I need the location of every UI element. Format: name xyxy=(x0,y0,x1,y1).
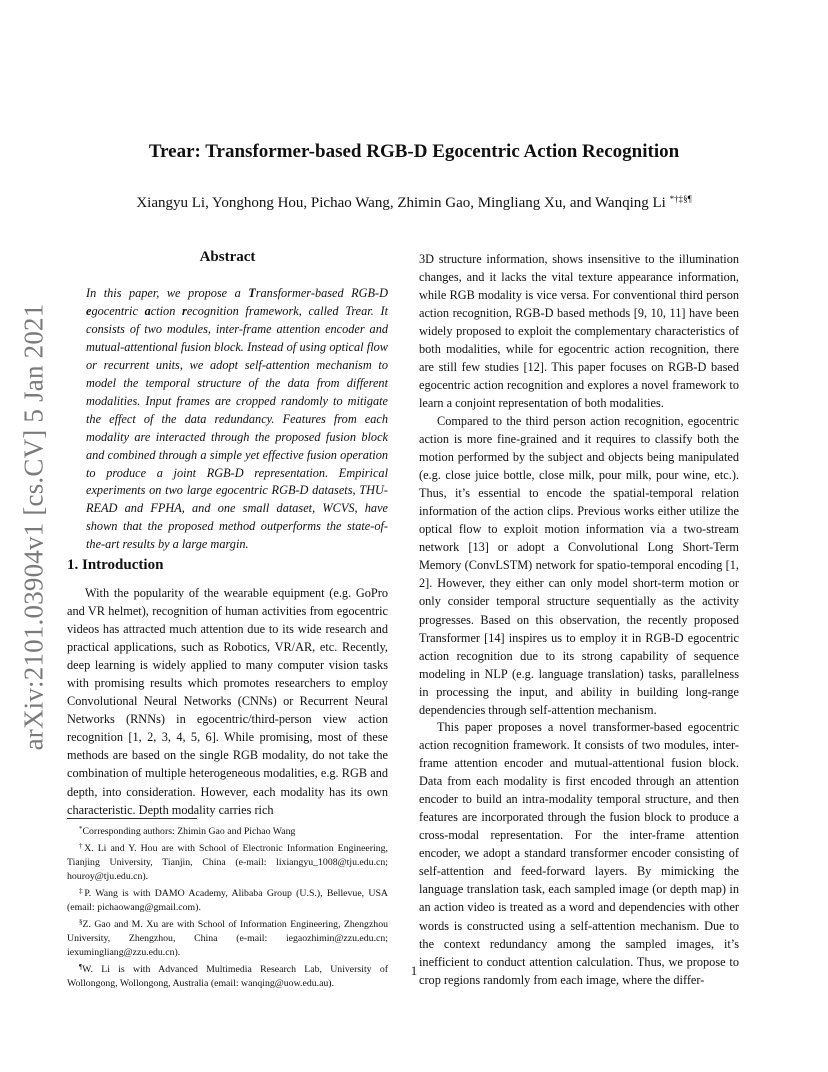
footnote-wang: ‡P. Wang is with DAMO Academy, Alibaba Group (U.S.), Bellevue, USA (email: pichaowang@gmail.com). xyxy=(67,887,389,913)
arxiv-identifier: arXiv:2101.03904v1 [cs.CV] 5 Jan 2021 xyxy=(18,303,49,751)
footnote-divider xyxy=(67,818,197,819)
introduction-paragraph-1: With the popularity of the wearable equipment (e.g. GoPro and VR helmet), recognition of human activities from egocentric videos has attracted much attention due to its wide research and practical applications, such as Robotics, VR/AR, etc. Recently, deep learning is widely applied to many computer vision tasks with promising results which promotes researchers to employ Convolutional Neural Networks (CNNs) or Recurrent Neural Networks (RNNs) in egocentric/third-person view action recognition [1, 2, 3, 4, 5, 6]. While promising, most of these methods are based on the single RGB modality, do not take the combination of multiple heterogeneous modalities, e.g. RGB and depth, into consideration. However, each modality has its own characteristic. Depth modality carries rich xyxy=(67,586,388,817)
arxiv-side-stamp xyxy=(16,292,52,762)
author-affiliation-marks: *†‡§¶ xyxy=(669,194,692,204)
right-column-paragraph-2: Compared to the third person action recognition, egocentric action is more fine-grained and it requires to classify both the motion performed by the subject and objects being manipulated (e.g. close juice bottle, close milk, pour milk, pour wine, etc.). Thus, it’s essential to encode the spatial-temporal relation information of the action clips. Previous works either utilize the optical flow to exploit motion information via a two-stream network [13] or adopt a Convolutional Long Short-Term Memory (ConvLSTM) network for spatio-temporal encoding [1, 2]. However, they either can only model short-term motion or only consider temporal structure sequentially as the activity progresses. Based on this observation, the recently proposed Transformer [14] inspires us to employ it in RGB-D egocentric action recognition due to its strong capability of sequence modeling in NLP (e.g. language translation) tasks, parallelness in processing the input, and ability in building long-range dependencies through self-attention mechanism. xyxy=(419,414,739,717)
paper-title: Trear: Transformer-based RGB-D Egocentric Action Recognition xyxy=(148,141,680,162)
abstract-heading: Abstract xyxy=(199,249,256,265)
footnote-li-hou: †X. Li and Y. Hou are with School of Electronic Information Engineering, Tianjing University, Tianjin, China (e-mail: lixiangyu_1008@tju.edu.cn; houroy@tju.edu.cn). xyxy=(67,842,388,882)
section-heading-introduction: 1. Introduction xyxy=(67,557,164,573)
abstract-text: In this paper, we propose a Transformer-based RGB-D egocentric action recognition framework, called Trear. It consists of two modules, inter-frame attention encoder and mutual-attentional fusion block. Instead of using optical flow or recurrent units, we adopt self-attention mechanism to model the temporal structure of the data from different modalities. Input frames are cropped randomly to mitigate the effect of the data redundancy. Features from each modality are interacted through the proposed fusion block and combined through a simple yet effective fusion operation to produce a joint RGB-D representation. Empirical experiments on two large egocentric RGB-D datasets, THU-READ and FPHA, and one small dataset, WCVS, have shown that the proposed method outperforms the state-of-the-art results by a large margin. xyxy=(86,286,388,552)
right-column-paragraph-3: This paper proposes a novel transformer-based egocentric action recognition framework. It consists of two modules, inter-frame attention encoder and mutual-attentional fusion block. Data from each modality is first encoded through an attention encoder to build an intra-modality temporal structure, and then features are incorporated through the fusion block to produce a cross-modal representation. For the inter-frame attention encoder, we adopt a standard transformer encoder consisting of self-attention and feed-forward layers. By mimicking the language translation task, each sampled image (or depth map) in an action video is treated as a word and dependencies with other words is constructed using a self-attention mechanism. Due to the context redundancy among the sampled images, it’s inefficient to conduct attention calculation. Thus, we propose to crop regions randomly from each image, where the differ- xyxy=(419,720,739,987)
page-number: 1 xyxy=(410,964,418,978)
footnote-wanqing-li: ¶W. Li is with Advanced Multimedia Research Lab, University of Wollongong, Wollongong, Australia (email: wanqing@uow.edu.au). xyxy=(67,963,388,989)
footnote-gao-xu: §Z. Gao and M. Xu are with School of Information Engineering, Zhengzhou University, Zhengzhou, China (e-mail: iegaozhimin@zzu.edu.cn; iexumingliang@zzu.edu.cn). xyxy=(67,918,388,958)
footnote-corresponding-authors: *Corresponding authors: Zhimin Gao and Pichao Wang xyxy=(79,825,296,837)
author-names: Xiangyu Li, Yonghong Hou, Pichao Wang, Zhimin Gao, Mingliang Xu, and Wanqing Li xyxy=(136,195,666,211)
author-list xyxy=(0,194,828,212)
right-column-paragraph-1: 3D structure information, shows insensitive to the illumination changes, and it lacks the vital texture appearance information, while RGB modality is vice versa. For conventional third person action recognition, RGB-D based methods [9, 10, 11] have been widely proposed to exploit the complementary characteristics of both modalities, while for egocentric action recognition, there are still few studies [12]. This paper focuses on RGB-D based egocentric action recognition and explores a novel framework to learn a conjoint representation of both modalities. xyxy=(419,252,739,411)
